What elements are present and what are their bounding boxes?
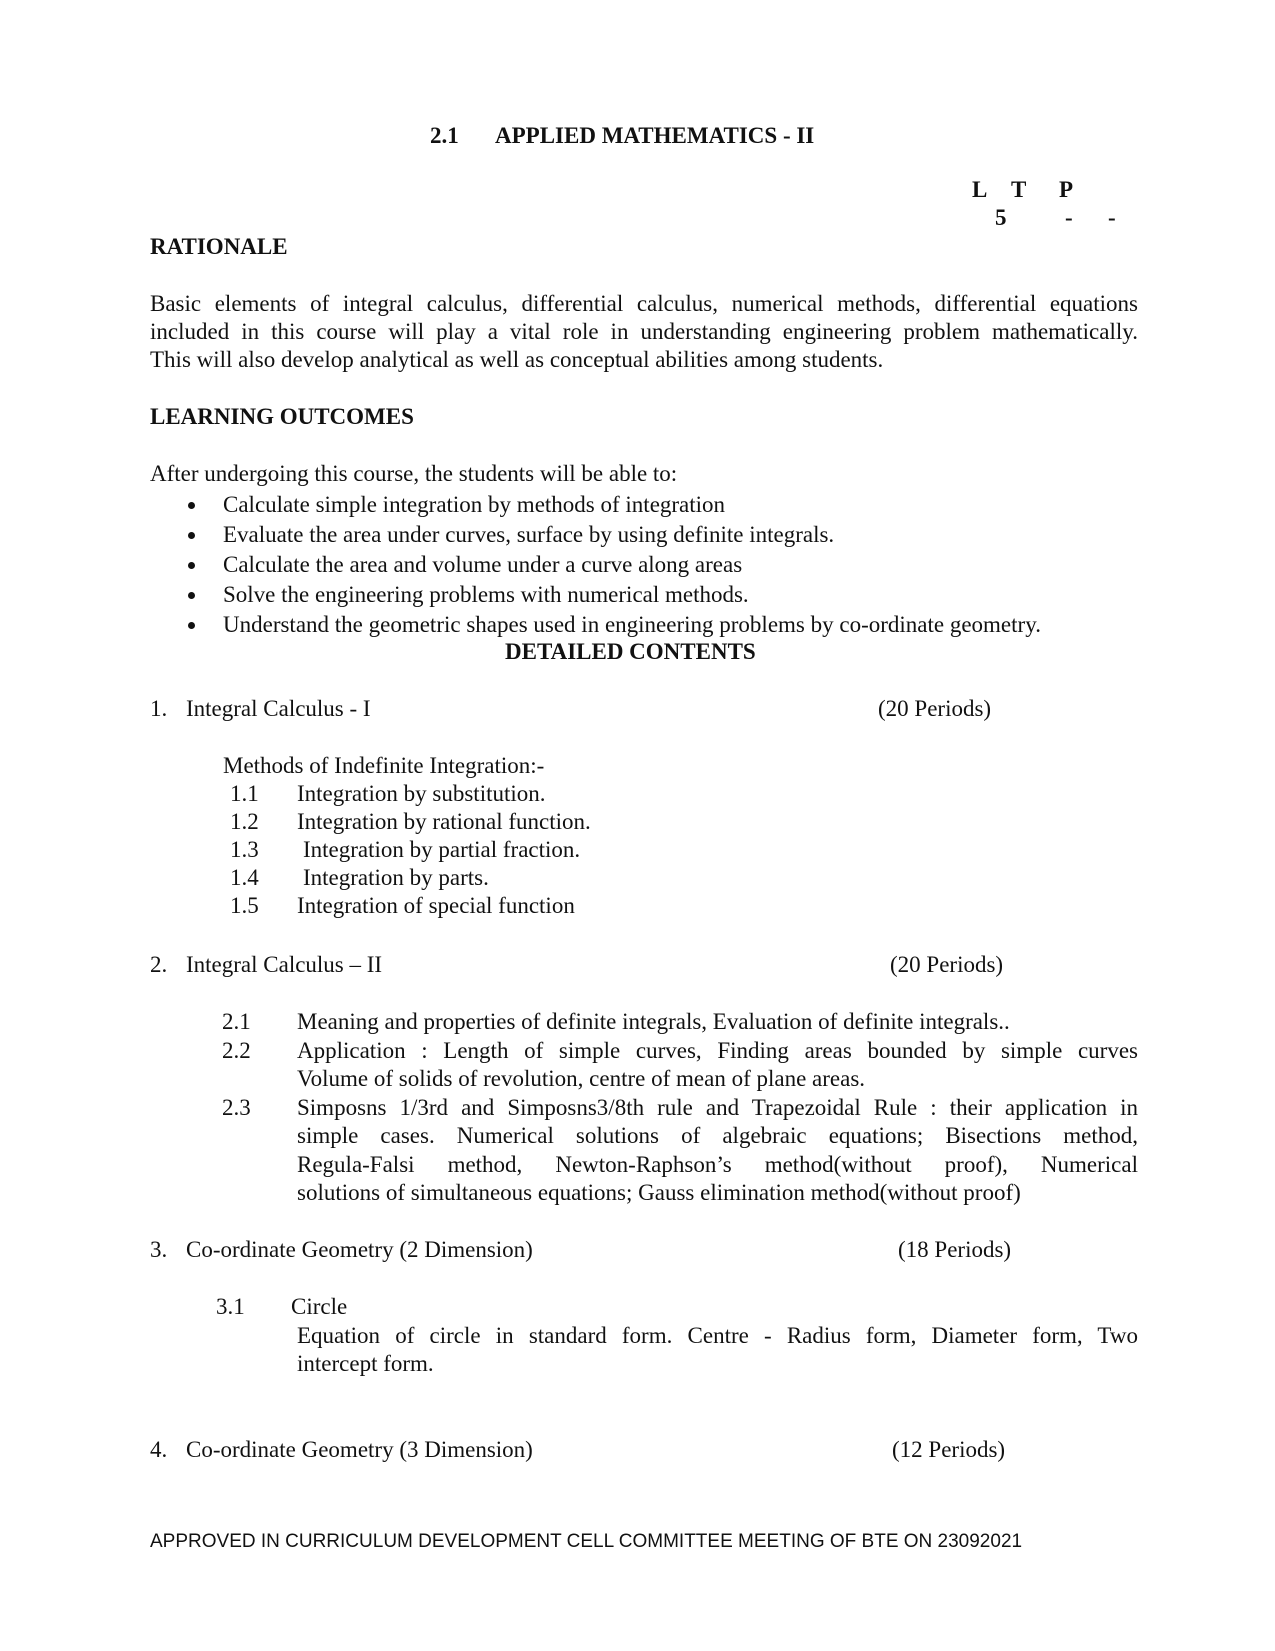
topic-number: 1.5 bbox=[230, 893, 259, 918]
bullet-icon bbox=[188, 532, 195, 539]
outcome-item: Solve the engineering problems with numerical methods. bbox=[223, 582, 749, 607]
unit-1-periods: (20 Periods) bbox=[878, 696, 992, 721]
unit-1-title: Integral Calculus - I bbox=[186, 696, 371, 721]
topic-title: Circle bbox=[291, 1294, 348, 1319]
rationale-line-3: This will also develop analytical as well as conceptual abilities among students. bbox=[150, 347, 884, 372]
unit-3-title: Co-ordinate Geometry (2 Dimension) bbox=[186, 1237, 533, 1262]
topic-number: 2.3 bbox=[222, 1095, 251, 1120]
topic-text: Integration by parts. bbox=[303, 865, 489, 890]
outcome-item: Evaluate the area under curves, surface by using definite integrals. bbox=[223, 522, 835, 547]
bullet-icon bbox=[188, 502, 195, 509]
topic-text: solutions of simultaneous equations; Gauss elimination method(without proof) bbox=[297, 1180, 1021, 1205]
unit-4-number: 4. bbox=[150, 1437, 168, 1462]
topic-text: Volume of solids of revolution, centre of mean of plane areas. bbox=[297, 1066, 866, 1091]
rationale-line-2: included in this course will play a vital role in understanding engineering problem mathematically. bbox=[150, 319, 1138, 344]
topic-text: Application : Length of simple curves, Finding areas bounded by simple curves bbox=[297, 1038, 1138, 1063]
topic-number: 1.4 bbox=[230, 865, 259, 890]
topic-text: Simposns 1/3rd and Simposns3/8th rule and Trapezoidal Rule : their application in bbox=[297, 1095, 1138, 1120]
unit-2-title: Integral Calculus – II bbox=[186, 952, 383, 977]
ltp-label-t: T bbox=[1011, 177, 1027, 202]
topic-number: 1.2 bbox=[230, 809, 259, 834]
ltp-value-p: - bbox=[1108, 205, 1116, 230]
rationale-line-1: Basic elements of integral calculus, differential calculus, numerical methods, differential equations bbox=[150, 291, 1138, 316]
topic-text: Equation of circle in standard form. Centre - Radius form, Diameter form, Two bbox=[297, 1323, 1138, 1348]
topic-number: 1.1 bbox=[230, 781, 259, 806]
unit-2-periods: (20 Periods) bbox=[890, 952, 1004, 977]
topic-text: Integration by rational function. bbox=[297, 809, 591, 834]
unit-1-number: 1. bbox=[150, 696, 168, 721]
rationale-heading: RATIONALE bbox=[150, 234, 288, 259]
topic-number: 1.3 bbox=[230, 837, 259, 862]
unit-3-periods: (18 Periods) bbox=[898, 1237, 1012, 1262]
ltp-value-t: - bbox=[1065, 205, 1073, 230]
outcome-item: Calculate the area and volume under a curve along areas bbox=[223, 552, 743, 577]
topic-text: Integration of special function bbox=[297, 893, 575, 918]
topic-text: intercept form. bbox=[297, 1351, 434, 1376]
topic-text: Integration by substitution. bbox=[297, 781, 546, 806]
unit-3-number: 3. bbox=[150, 1237, 168, 1262]
topic-number: 2.2 bbox=[222, 1038, 251, 1063]
unit-4-periods: (12 Periods) bbox=[892, 1437, 1006, 1462]
outcome-item: Understand the geometric shapes used in engineering problems by co-ordinate geometry. bbox=[223, 612, 1041, 637]
topic-number: 2.1 bbox=[222, 1009, 251, 1034]
learning-outcomes-intro: After undergoing this course, the students will be able to: bbox=[150, 461, 678, 486]
ltp-label-l: L bbox=[972, 177, 988, 202]
topic-number: 3.1 bbox=[216, 1294, 245, 1319]
ltp-label-p: P bbox=[1059, 177, 1074, 202]
ltp-value-l: 5 bbox=[995, 205, 1007, 230]
approval-footer: APPROVED IN CURRICULUM DEVELOPMENT CELL COMMITTEE MEETING OF BTE ON 23092021 bbox=[150, 1531, 1023, 1552]
unit-4-title: Co-ordinate Geometry (3 Dimension) bbox=[186, 1437, 533, 1462]
bullet-icon bbox=[188, 562, 195, 569]
learning-outcomes-heading: LEARNING OUTCOMES bbox=[150, 404, 414, 429]
topic-text: Meaning and properties of definite integrals, Evaluation of definite integrals.. bbox=[297, 1009, 1010, 1034]
bullet-icon bbox=[188, 592, 195, 599]
course-title: APPLIED MATHEMATICS - II bbox=[495, 123, 815, 148]
unit-1-subheading: Methods of Indefinite Integration:- bbox=[223, 753, 545, 778]
course-number: 2.1 bbox=[430, 123, 459, 148]
topic-text: simple cases. Numerical solutions of algebraic equations; Bisections method, bbox=[297, 1123, 1138, 1148]
detailed-contents-heading: DETAILED CONTENTS bbox=[505, 639, 756, 664]
bullet-icon bbox=[188, 622, 195, 629]
unit-2-number: 2. bbox=[150, 952, 168, 977]
topic-text: Regula-Falsi method, Newton-Raphson’s method(without proof), Numerical bbox=[297, 1152, 1138, 1177]
outcome-item: Calculate simple integration by methods of integration bbox=[223, 492, 726, 517]
topic-text: Integration by partial fraction. bbox=[303, 837, 581, 862]
